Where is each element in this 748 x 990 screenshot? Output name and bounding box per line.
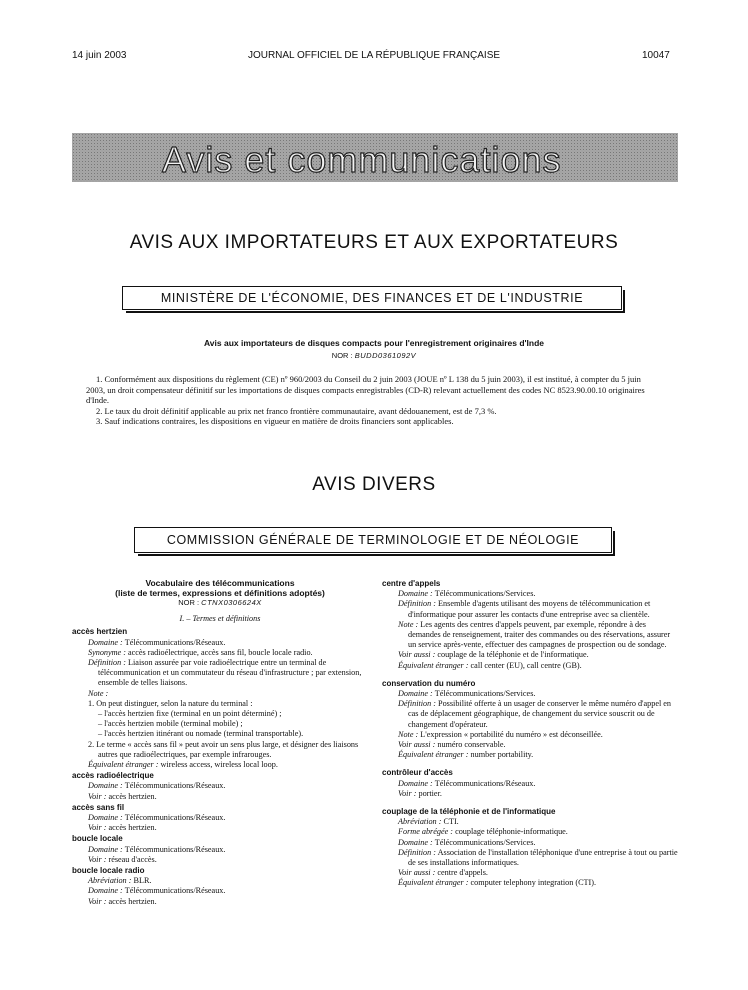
field-label: Définition :: [88, 658, 126, 668]
field-text: centre d'appels.: [437, 868, 488, 878]
field-label: Équivalent étranger :: [398, 750, 469, 760]
banner-title: Avis et communications: [162, 139, 562, 180]
term-heading: accès sans fil: [72, 802, 125, 812]
definition-field: [382, 838, 678, 848]
definition-field: [72, 658, 368, 689]
right-entries: [382, 579, 678, 889]
term-heading: accès radioélectrique: [72, 771, 154, 781]
term-heading: couplage de la téléphonie et de l'informatique: [382, 807, 556, 817]
field-text: Association de l'installation téléphonique d'une entreprise à tout ou partie de ses installations informatiques.: [408, 847, 678, 868]
field-text: L'expression « portabilité du numéro » est déconseillée.: [420, 729, 603, 739]
definition-field: [72, 638, 368, 648]
header-journal: JOURNAL OFFICIEL DE LA RÉPUBLIQUE FRANÇAISE: [247, 50, 501, 61]
definition-field: [382, 789, 678, 799]
definition-field: [382, 868, 678, 878]
field-label: Voir :: [88, 791, 107, 801]
nor-label: NOR :: [331, 351, 353, 360]
definition-field: [72, 855, 368, 865]
section-title-import-export: AVIS AUX IMPORTATEURS ET AUX EXPORTATEURS: [129, 232, 619, 253]
field-text: Télécommunications/Réseaux.: [434, 778, 536, 788]
vocabulary-nor: [72, 598, 368, 608]
term-heading: conservation du numéro: [382, 678, 476, 688]
field-label: Définition :: [398, 699, 436, 709]
definition-field: [382, 689, 678, 699]
definition-field: [382, 589, 678, 599]
definition-field: [72, 792, 368, 802]
field-text: Ensemble d'agents utilisant des moyens de télécommunication et d'informatique pour assurer les contacts d'une entreprise avec sa clientèle.: [408, 599, 651, 619]
field-text: Télécommunications/Réseaux.: [124, 781, 226, 791]
definition-field: [382, 650, 678, 660]
vocabulary-subtitle: (liste de termes, expressions et définitions adoptés): [115, 588, 325, 598]
field-label: Voir :: [88, 823, 107, 833]
field-text: Possibilité offerte à un usager de conserver le même numéro d'appel en cas de déplacement géographique, de changement du service souscrit ou de changement d'opérateur.: [408, 699, 672, 729]
notice-nor: [0, 351, 748, 360]
definition-field: [382, 620, 678, 651]
definition-field: [72, 781, 368, 791]
commission-name: COMMISSION GÉNÉRALE DE TERMINOLOGIE ET DE NÉOLOGIE: [166, 533, 580, 547]
field-text: Liaison assurée par voie radioélectrique entre un terminal de télécommunication et un commutateur du réseau d'infrastructure ; par extension, ensemble de telles liaisons.: [98, 658, 362, 688]
field-text: Télécommunications/Services.: [434, 837, 536, 847]
field-label: Voir :: [88, 896, 107, 906]
entry-spacer: [382, 760, 678, 767]
field-text: numéro conservable.: [437, 740, 506, 750]
definition-field: [72, 823, 368, 833]
ministry-name: MINISTÈRE DE L'ÉCONOMIE, DES FINANCES ET DE L'INDUSTRIE: [160, 291, 584, 305]
field-label: Domaine :: [88, 886, 123, 896]
definition-field: [72, 876, 368, 886]
note-subitem: – l'accès hertzien itinérant ou nomade (terminal transportable).: [98, 729, 304, 739]
field-label: Abréviation :: [398, 817, 442, 827]
field-text: CTI.: [443, 817, 459, 827]
field-text: wireless access, wireless local loop.: [160, 760, 278, 770]
field-label: Voir aussi :: [398, 650, 436, 660]
vocabulary-title: Vocabulaire des télécommunications: [145, 578, 295, 588]
definition-field: [382, 848, 678, 868]
field-text: couplage téléphonie-informatique.: [455, 827, 568, 837]
field-text: portier.: [418, 788, 442, 798]
ministry-box: [122, 286, 622, 310]
field-label: Forme abrégée :: [398, 827, 454, 837]
field-label: Domaine :: [398, 689, 433, 699]
field-text: Les agents des centres d'appels peuvent, par exemple, répondre à des demandes de renseignement, traiter des commandes ou des réservations, assurer un service après-vente, effectuer des campagnes de prospection ou de sondage.: [408, 619, 671, 650]
field-text: Télécommunications/Réseaux.: [124, 844, 226, 854]
field-text: Télécommunications/Réseaux.: [124, 813, 226, 823]
notice-paragraph: 3. Sauf indications contraires, les dispositions en vigueur en matière de droits financiers sont applicables.: [96, 416, 454, 426]
definition-field: [382, 730, 678, 740]
field-label: Synonyme :: [88, 647, 126, 657]
field-label: Domaine :: [398, 778, 433, 788]
field-label: Définition :: [398, 847, 436, 857]
definition-field: [72, 648, 368, 658]
field-text: number portability.: [470, 750, 534, 760]
field-text: Télécommunications/Services.: [434, 689, 536, 699]
field-label: Domaine :: [88, 813, 123, 823]
left-column: [72, 578, 368, 907]
right-column: [382, 578, 678, 889]
notice-body: [86, 374, 660, 427]
notice-paragraph: 2. Le taux du droit définitif applicable au prix net franco frontière communautaire, avant dédouanement, est de 7,3 %.: [96, 405, 497, 416]
definition-field: [72, 886, 368, 896]
field-label: Équivalent étranger :: [398, 878, 469, 888]
field-text: accès radioélectrique, accès sans fil, boucle locale radio.: [128, 647, 313, 657]
definition-field: [72, 689, 368, 699]
field-label: Voir aussi :: [398, 740, 436, 750]
note-subitem: – l'accès hertzien mobile (terminal mobile) ;: [98, 719, 243, 729]
field-label: Définition :: [398, 599, 436, 609]
field-text: accès hertzien.: [108, 791, 157, 801]
notice-paragraph: 1. Conformément aux dispositions du règlement (CE) nº 960/2003 du Conseil du 2 juin 2003 (JOUE nº L 138 du 5 juin 2003), il est institué, à compter du 5 juin 2003, un droit compensateur définitif sur les importations de disques compacts enregistrables (CD-R) relevant actuellement des codes NC 8523.90.00.10 originaires d'Inde.: [86, 374, 645, 405]
definition-field: [72, 760, 368, 770]
field-label: Équivalent étranger :: [88, 760, 159, 770]
term-heading: boucle locale radio: [72, 866, 145, 876]
field-label: Note :: [398, 619, 419, 629]
definition-field: [382, 740, 678, 750]
field-text: accès hertzien.: [108, 823, 157, 833]
nor-label: NOR :: [178, 598, 200, 607]
field-label: Équivalent étranger :: [398, 660, 469, 670]
field-label: Domaine :: [88, 844, 123, 854]
section-title-avis-divers: AVIS DIVERS: [312, 474, 436, 495]
definition-field: [382, 750, 678, 760]
section-subheading: I. – Termes et définitions: [179, 614, 261, 624]
entry-spacer: [382, 799, 678, 806]
definition-field: [382, 827, 678, 837]
field-text: accès hertzien.: [108, 896, 157, 906]
field-label: Domaine :: [398, 837, 433, 847]
term-heading: centre d'appels: [382, 579, 441, 588]
field-label: Domaine :: [88, 781, 123, 791]
definition-field: [72, 897, 368, 907]
field-text: computer telephony integration (CTI).: [470, 878, 597, 888]
field-label: Note :: [88, 688, 109, 698]
definition-field: [382, 661, 678, 671]
nor-code: BUDD0361092V: [354, 351, 417, 360]
entry-spacer: [382, 671, 678, 678]
field-text: couplage de la téléphonie et de l'informatique.: [437, 650, 589, 660]
term-heading: contrôleur d'accès: [382, 768, 453, 778]
header-date: 14 juin 2003: [72, 50, 127, 61]
note-item: 1. On peut distinguer, selon la nature du terminal :: [88, 698, 253, 708]
field-label: Note :: [398, 729, 419, 739]
field-text: réseau d'accès.: [108, 854, 157, 864]
definition-field: [382, 599, 678, 619]
header-page-number: 10047: [642, 50, 670, 61]
field-label: Domaine :: [88, 637, 123, 647]
definition-field: [382, 699, 678, 730]
definition-field: [382, 878, 678, 888]
field-text: call center (EU), call centre (GB).: [470, 660, 582, 670]
definition-field: [382, 817, 678, 827]
term-heading: boucle locale: [72, 834, 123, 844]
field-text: Télécommunications/Services.: [434, 589, 536, 599]
term-heading: accès hertzien: [72, 627, 128, 637]
section-banner: [72, 133, 678, 182]
note-item: 2. Le terme « accès sans fil » peut avoir un sens plus large, et désigner des liaisons autres que radioélectriques, par exemple infrarouges.: [88, 739, 359, 759]
field-text: Télécommunications/Réseaux.: [124, 886, 226, 896]
field-label: Abréviation :: [88, 876, 132, 886]
field-label: Voir :: [398, 788, 417, 798]
field-label: Voir aussi :: [398, 868, 436, 878]
definition-field: [72, 845, 368, 855]
definition-field: [382, 779, 678, 789]
notice-title: Avis aux importateurs de disques compacts pour l'enregistrement originaires d'Inde: [203, 338, 545, 348]
field-label: Domaine :: [398, 589, 433, 599]
field-label: Voir :: [88, 854, 107, 864]
note-subitem: – l'accès hertzien fixe (terminal en un point déterminé) ;: [98, 709, 282, 719]
commission-box: [134, 527, 612, 553]
field-text: Télécommunications/Réseaux.: [124, 637, 226, 647]
field-text: BLR.: [133, 876, 152, 886]
nor-code: CTNX0306624X: [201, 598, 262, 607]
definition-field: [72, 813, 368, 823]
left-entries: [72, 627, 368, 906]
